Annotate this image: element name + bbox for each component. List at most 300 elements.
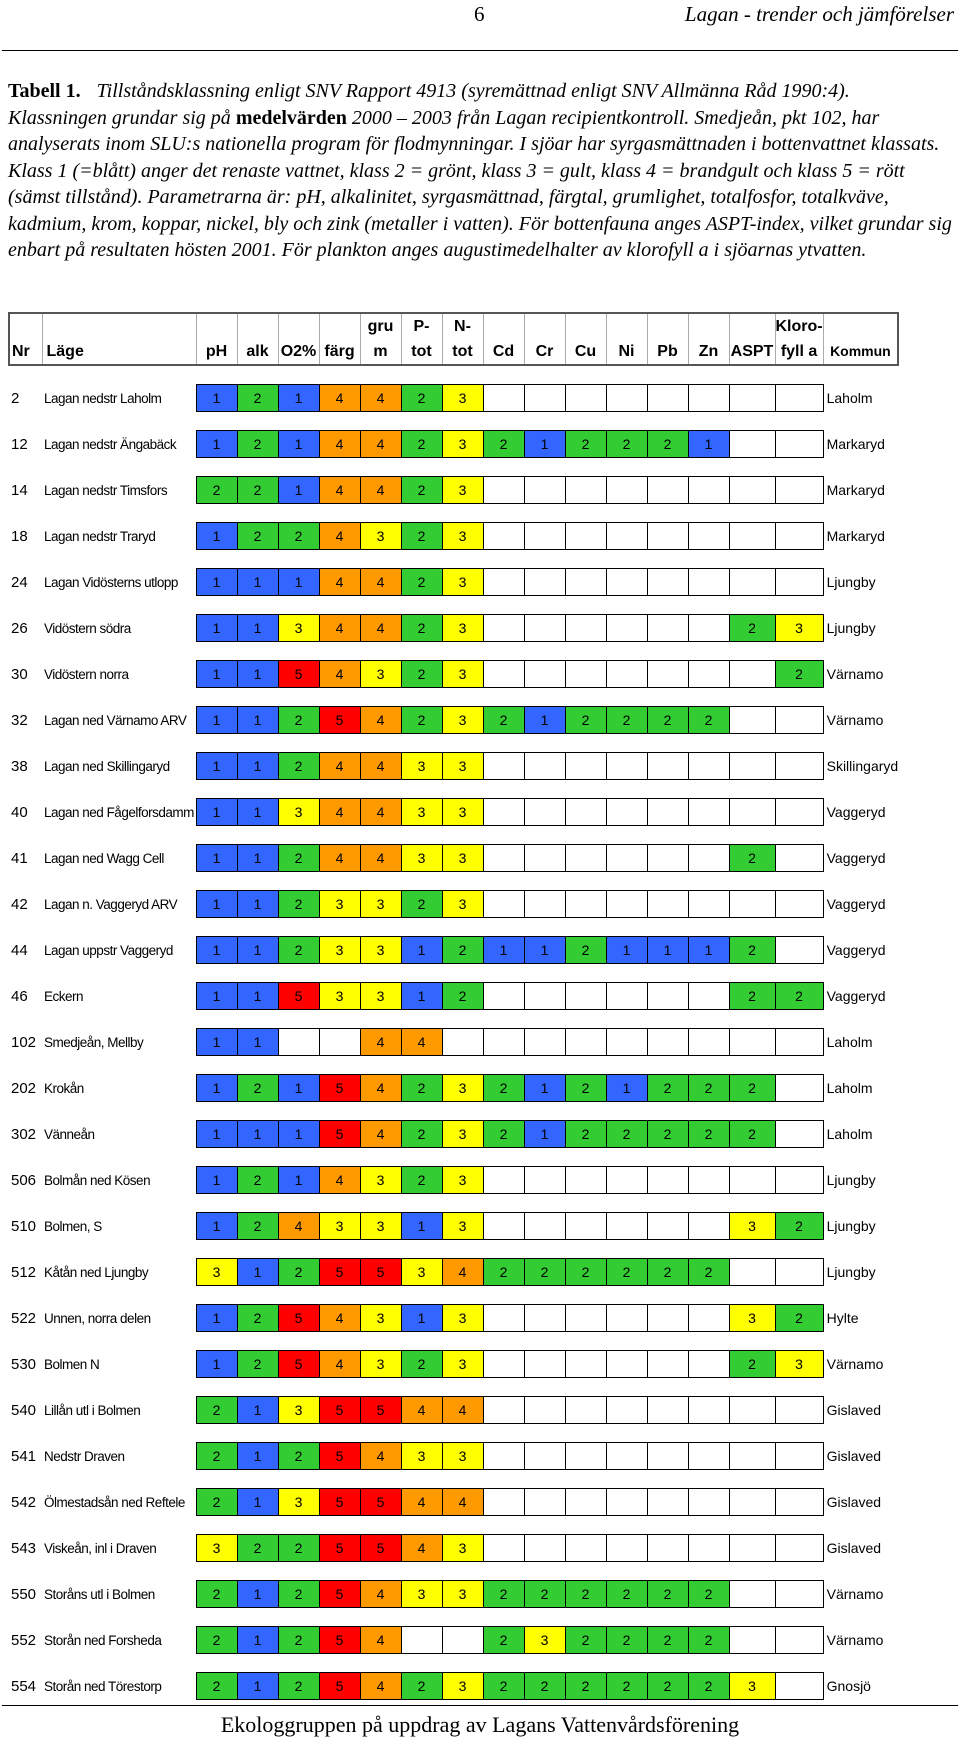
class-cell xyxy=(565,569,606,596)
class-cell: 4 xyxy=(442,1489,483,1516)
column-header: pH xyxy=(196,313,237,365)
class-cell xyxy=(524,983,565,1010)
column-header: gru m xyxy=(360,313,401,365)
station-number: 506 xyxy=(11,1171,37,1189)
class-cell: 2 xyxy=(237,1535,278,1562)
class-cell xyxy=(565,477,606,504)
station-location: Lagan n. Vaggeryd ARV xyxy=(44,896,178,912)
class-cell xyxy=(442,1627,483,1654)
table-row xyxy=(9,891,898,918)
class-cell xyxy=(775,385,823,412)
table-row xyxy=(9,1075,898,1102)
station-location: Storåns utl i Bolmen xyxy=(44,1586,155,1602)
class-cell xyxy=(278,1029,319,1056)
class-cell: 5 xyxy=(319,1397,360,1424)
municipality: Ljungby xyxy=(826,620,876,636)
station-number: 530 xyxy=(11,1355,37,1373)
column-header: Läge xyxy=(42,313,196,365)
class-cell: 4 xyxy=(360,1121,401,1148)
station-location: Lillån utl i Bolmen xyxy=(44,1402,141,1418)
class-cell: 3 xyxy=(278,1397,319,1424)
class-cell xyxy=(729,1397,775,1424)
class-cell: 1 xyxy=(196,1121,237,1148)
table-header-row xyxy=(9,313,898,365)
station-number: 522 xyxy=(11,1309,37,1327)
class-cell xyxy=(647,753,688,780)
municipality: Laholm xyxy=(826,1034,873,1050)
class-cell: 2 xyxy=(729,983,775,1010)
municipality: Gnosjö xyxy=(826,1678,871,1694)
class-cell xyxy=(729,477,775,504)
class-cell: 4 xyxy=(319,1305,360,1332)
class-cell xyxy=(647,523,688,550)
class-cell xyxy=(483,891,524,918)
class-cell xyxy=(606,753,647,780)
class-cell xyxy=(524,385,565,412)
class-cell: 3 xyxy=(442,569,483,596)
table-row xyxy=(9,845,898,872)
class-cell xyxy=(483,1029,524,1056)
class-cell: 4 xyxy=(360,799,401,826)
class-cell xyxy=(565,1167,606,1194)
class-cell: 2 xyxy=(237,1305,278,1332)
station-number: 12 xyxy=(11,435,28,453)
class-cell xyxy=(524,799,565,826)
class-cell: 3 xyxy=(401,799,442,826)
municipality: Vaggeryd xyxy=(826,988,886,1004)
municipality: Gislaved xyxy=(826,1540,882,1556)
class-cell xyxy=(524,1351,565,1378)
table-row xyxy=(9,799,898,826)
class-cell: 2 xyxy=(401,1673,442,1700)
class-cell: 2 xyxy=(565,1121,606,1148)
class-cell: 4 xyxy=(360,1627,401,1654)
class-cell: 2 xyxy=(401,1351,442,1378)
class-cell xyxy=(775,1627,823,1654)
class-cell: 4 xyxy=(442,1259,483,1286)
class-cell xyxy=(729,569,775,596)
class-cell: 4 xyxy=(442,1397,483,1424)
class-cell: 2 xyxy=(401,707,442,734)
class-cell xyxy=(729,661,775,688)
station-number: 512 xyxy=(11,1263,37,1281)
class-cell: 2 xyxy=(483,707,524,734)
class-cell: 3 xyxy=(729,1213,775,1240)
class-cell xyxy=(647,983,688,1010)
class-cell xyxy=(524,1213,565,1240)
table-row xyxy=(9,661,898,688)
class-cell xyxy=(688,1167,729,1194)
column-header: Ni xyxy=(606,313,647,365)
class-cell: 2 xyxy=(524,1259,565,1286)
station-location: Viskeån, inl i Draven xyxy=(44,1540,157,1556)
class-cell: 2 xyxy=(401,431,442,458)
page-header xyxy=(0,0,960,32)
municipality: Värnamo xyxy=(826,1632,884,1648)
class-cell: 1 xyxy=(278,385,319,412)
station-location: Lagan ned Värnamo ARV xyxy=(44,712,187,728)
class-cell: 5 xyxy=(278,661,319,688)
class-cell: 1 xyxy=(237,661,278,688)
class-cell xyxy=(483,799,524,826)
class-cell xyxy=(606,569,647,596)
class-cell: 3 xyxy=(319,1213,360,1240)
class-cell xyxy=(319,1029,360,1056)
class-cell xyxy=(775,845,823,872)
class-cell: 5 xyxy=(319,1673,360,1700)
table-row xyxy=(9,431,898,458)
station-location: Smedjeån, Mellby xyxy=(44,1034,144,1050)
class-cell xyxy=(775,753,823,780)
station-number: 40 xyxy=(11,803,28,821)
class-cell: 2 xyxy=(688,1627,729,1654)
class-cell: 2 xyxy=(524,1581,565,1608)
class-cell: 2 xyxy=(196,1627,237,1654)
class-cell: 1 xyxy=(196,1351,237,1378)
column-header: färg xyxy=(319,313,360,365)
table-row xyxy=(9,1167,898,1194)
class-cell: 5 xyxy=(319,1259,360,1286)
municipality: Värnamo xyxy=(826,1586,884,1602)
class-cell: 3 xyxy=(442,431,483,458)
column-header: ASPT xyxy=(729,313,775,365)
class-cell xyxy=(483,1167,524,1194)
class-cell: 2 xyxy=(688,1121,729,1148)
class-cell: 2 xyxy=(565,1627,606,1654)
class-cell xyxy=(606,891,647,918)
municipality: Vaggeryd xyxy=(826,850,886,866)
class-cell xyxy=(688,1397,729,1424)
class-cell xyxy=(565,753,606,780)
class-cell: 3 xyxy=(442,661,483,688)
municipality: Värnamo xyxy=(826,1356,884,1372)
class-cell: 1 xyxy=(196,1213,237,1240)
class-cell: 1 xyxy=(237,753,278,780)
class-cell xyxy=(688,891,729,918)
class-cell xyxy=(483,1305,524,1332)
caption-text-2: 2000 – 2003 från Lagan recipientkontroll. Smedjeån, pkt 102, har analyserats inom SLU:s nationella program för flodmynningar. I sjöar har syrgasmättnaden i bottenvattnet klassats. Klass 1 (=blått) anger det renaste vattnet, klass 2 = grönt, klass 3 = gult, klass 4 = brandgult och klass 5 = rött (sämst tillstånd). Parametrarna är: pH, alkalinitet, syrgasmättnad, färgtal, grumlighet, totalfosfor, totalkväve, kadmium, krom, koppar, nickel, bly och zink (metaller i vatten). För bottenfauna anges ASPT-index, vilket grundar sig enbart på resultaten hösten 2001. För plankton anges augustimedelhalter av klorofyll a i sjöarnas ytvatten. xyxy=(8,106,952,261)
class-cell: 2 xyxy=(196,1443,237,1470)
class-cell xyxy=(775,569,823,596)
class-cell: 1 xyxy=(196,1029,237,1056)
class-cell: 2 xyxy=(278,937,319,964)
class-cell xyxy=(565,845,606,872)
table-row xyxy=(9,707,898,734)
class-cell: 4 xyxy=(319,753,360,780)
class-cell: 4 xyxy=(360,845,401,872)
class-cell: 1 xyxy=(196,707,237,734)
class-cell: 3 xyxy=(196,1259,237,1286)
table-row xyxy=(9,477,898,504)
class-cell: 5 xyxy=(278,1305,319,1332)
class-cell: 1 xyxy=(278,569,319,596)
class-cell: 1 xyxy=(237,937,278,964)
class-cell: 3 xyxy=(401,753,442,780)
table-row xyxy=(9,615,898,642)
class-cell xyxy=(524,1167,565,1194)
class-cell: 1 xyxy=(278,1121,319,1148)
class-cell xyxy=(483,1535,524,1562)
class-cell xyxy=(729,1259,775,1286)
class-cell: 2 xyxy=(688,1259,729,1286)
class-cell: 1 xyxy=(196,891,237,918)
class-cell: 1 xyxy=(196,431,237,458)
class-cell: 3 xyxy=(360,937,401,964)
class-cell: 1 xyxy=(237,983,278,1010)
class-cell: 2 xyxy=(278,1673,319,1700)
class-cell: 3 xyxy=(360,661,401,688)
class-cell: 2 xyxy=(565,1673,606,1700)
class-cell xyxy=(775,799,823,826)
class-cell: 1 xyxy=(524,707,565,734)
class-cell xyxy=(647,1029,688,1056)
class-cell: 2 xyxy=(565,707,606,734)
class-cell xyxy=(775,937,823,964)
class-cell xyxy=(606,661,647,688)
class-cell xyxy=(647,1443,688,1470)
class-cell: 4 xyxy=(319,1167,360,1194)
table-row xyxy=(9,1029,898,1056)
class-cell: 1 xyxy=(237,569,278,596)
class-cell: 5 xyxy=(319,1075,360,1102)
class-cell xyxy=(775,1397,823,1424)
class-cell: 2 xyxy=(606,1673,647,1700)
classification-table xyxy=(8,312,899,1700)
class-cell: 1 xyxy=(237,1397,278,1424)
class-cell: 3 xyxy=(319,891,360,918)
class-cell xyxy=(647,661,688,688)
class-cell xyxy=(688,1029,729,1056)
class-cell xyxy=(524,1029,565,1056)
class-cell: 3 xyxy=(524,1627,565,1654)
class-cell xyxy=(775,1489,823,1516)
station-number: 550 xyxy=(11,1585,37,1603)
class-cell: 1 xyxy=(606,1075,647,1102)
class-cell: 2 xyxy=(442,983,483,1010)
class-cell: 2 xyxy=(647,1259,688,1286)
class-cell: 3 xyxy=(442,385,483,412)
class-cell xyxy=(647,845,688,872)
class-cell: 2 xyxy=(278,1581,319,1608)
station-location: Lagan ned Fågelforsdamm xyxy=(44,804,194,820)
class-cell xyxy=(483,385,524,412)
class-cell: 3 xyxy=(775,615,823,642)
class-cell: 1 xyxy=(237,1443,278,1470)
class-cell xyxy=(647,1397,688,1424)
class-cell xyxy=(565,615,606,642)
class-cell: 1 xyxy=(237,1489,278,1516)
class-cell: 2 xyxy=(729,1121,775,1148)
class-cell: 1 xyxy=(524,431,565,458)
class-cell: 2 xyxy=(729,1075,775,1102)
class-cell: 3 xyxy=(401,1443,442,1470)
station-location: Lagan Vidösterns utlopp xyxy=(44,574,178,590)
station-number: 41 xyxy=(11,849,28,867)
class-cell xyxy=(606,845,647,872)
station-number: 46 xyxy=(11,987,28,1005)
class-cell xyxy=(606,477,647,504)
station-number: 38 xyxy=(11,757,28,775)
class-cell: 5 xyxy=(360,1535,401,1562)
class-cell: 3 xyxy=(442,1673,483,1700)
class-cell: 3 xyxy=(360,523,401,550)
class-cell xyxy=(775,1029,823,1056)
class-cell xyxy=(729,523,775,550)
class-cell: 2 xyxy=(565,1581,606,1608)
class-cell: 3 xyxy=(360,1167,401,1194)
class-cell: 2 xyxy=(775,661,823,688)
class-cell: 3 xyxy=(442,1213,483,1240)
class-cell: 1 xyxy=(196,937,237,964)
station-number: 202 xyxy=(11,1079,37,1097)
class-cell xyxy=(729,1581,775,1608)
class-cell xyxy=(483,1489,524,1516)
class-cell xyxy=(483,1213,524,1240)
class-cell: 1 xyxy=(196,661,237,688)
table-row xyxy=(9,523,898,550)
class-cell: 4 xyxy=(360,1029,401,1056)
table-row xyxy=(9,1489,898,1516)
municipality: Ljungby xyxy=(826,1172,876,1188)
class-cell xyxy=(483,661,524,688)
class-cell xyxy=(729,1167,775,1194)
municipality: Vaggeryd xyxy=(826,942,886,958)
class-cell xyxy=(483,523,524,550)
class-cell: 1 xyxy=(237,615,278,642)
class-cell: 4 xyxy=(319,661,360,688)
municipality: Hylte xyxy=(826,1310,859,1326)
class-cell: 2 xyxy=(647,431,688,458)
class-cell xyxy=(647,891,688,918)
class-cell xyxy=(688,661,729,688)
class-cell: 2 xyxy=(483,1259,524,1286)
column-header: Cu xyxy=(565,313,606,365)
class-cell: 2 xyxy=(729,1351,775,1378)
class-cell: 3 xyxy=(360,891,401,918)
class-cell xyxy=(647,569,688,596)
class-cell: 2 xyxy=(483,1075,524,1102)
class-cell: 3 xyxy=(360,1305,401,1332)
class-cell: 1 xyxy=(196,385,237,412)
class-cell: 4 xyxy=(278,1213,319,1240)
class-cell xyxy=(775,1259,823,1286)
class-cell xyxy=(606,523,647,550)
class-cell: 1 xyxy=(401,983,442,1010)
class-cell: 4 xyxy=(360,385,401,412)
class-cell xyxy=(606,615,647,642)
station-number: 542 xyxy=(11,1493,37,1511)
class-cell xyxy=(647,477,688,504)
class-cell: 1 xyxy=(688,431,729,458)
class-cell: 2 xyxy=(196,1673,237,1700)
class-cell: 1 xyxy=(237,1029,278,1056)
class-cell: 4 xyxy=(401,1397,442,1424)
class-cell: 2 xyxy=(606,707,647,734)
station-location: Vidöstern södra xyxy=(44,620,131,636)
class-cell: 4 xyxy=(360,1581,401,1608)
class-cell: 5 xyxy=(319,1489,360,1516)
class-cell: 1 xyxy=(237,1259,278,1286)
class-cell xyxy=(775,1535,823,1562)
station-location: Bolmen, S xyxy=(44,1218,102,1234)
class-cell: 3 xyxy=(442,1121,483,1148)
class-cell xyxy=(524,569,565,596)
class-cell: 3 xyxy=(442,799,483,826)
class-cell: 2 xyxy=(278,707,319,734)
class-cell xyxy=(647,799,688,826)
class-cell: 4 xyxy=(360,1075,401,1102)
class-cell xyxy=(647,385,688,412)
class-cell: 1 xyxy=(524,1121,565,1148)
class-cell: 3 xyxy=(401,1581,442,1608)
table-row xyxy=(9,385,898,412)
class-cell xyxy=(729,1029,775,1056)
class-cell xyxy=(647,1213,688,1240)
table-row xyxy=(9,937,898,964)
class-cell: 2 xyxy=(401,661,442,688)
page-number: 6 xyxy=(474,2,485,26)
class-cell xyxy=(524,1535,565,1562)
running-title: Lagan - trender och jämförelser xyxy=(684,2,954,26)
station-location: Nedstr Draven xyxy=(44,1448,125,1464)
class-cell xyxy=(483,477,524,504)
class-cell xyxy=(524,1443,565,1470)
table-row xyxy=(9,1305,898,1332)
column-header: Kloro- fyll a xyxy=(775,313,823,365)
class-cell: 2 xyxy=(606,1259,647,1286)
class-cell: 2 xyxy=(606,1627,647,1654)
class-cell xyxy=(606,1213,647,1240)
class-cell: 1 xyxy=(237,1121,278,1148)
class-cell xyxy=(729,891,775,918)
table-row xyxy=(9,1581,898,1608)
header-rule xyxy=(2,50,958,51)
class-cell xyxy=(524,845,565,872)
class-cell xyxy=(647,1305,688,1332)
class-cell xyxy=(524,1305,565,1332)
station-number: 541 xyxy=(11,1447,37,1465)
class-cell: 1 xyxy=(196,1167,237,1194)
class-cell: 4 xyxy=(360,1673,401,1700)
column-header: alk xyxy=(237,313,278,365)
class-cell: 2 xyxy=(729,615,775,642)
class-cell: 2 xyxy=(278,845,319,872)
class-cell xyxy=(775,1075,823,1102)
class-cell: 3 xyxy=(442,1351,483,1378)
class-cell xyxy=(775,1581,823,1608)
class-cell: 1 xyxy=(196,1305,237,1332)
class-cell: 2 xyxy=(565,1259,606,1286)
class-cell: 2 xyxy=(775,1213,823,1240)
class-cell xyxy=(729,753,775,780)
class-cell: 4 xyxy=(360,1443,401,1470)
class-cell: 1 xyxy=(688,937,729,964)
class-cell: 4 xyxy=(319,569,360,596)
class-cell xyxy=(565,983,606,1010)
class-cell: 5 xyxy=(360,1397,401,1424)
station-number: 543 xyxy=(11,1539,37,1557)
table-row xyxy=(9,1443,898,1470)
class-cell xyxy=(775,1167,823,1194)
class-cell: 2 xyxy=(401,1167,442,1194)
class-cell xyxy=(565,523,606,550)
station-location: Lagan ned Wagg Cell xyxy=(44,850,164,866)
class-cell: 2 xyxy=(278,1443,319,1470)
class-cell: 3 xyxy=(442,477,483,504)
class-cell: 5 xyxy=(319,1443,360,1470)
station-location: Lagan uppstr Vaggeryd xyxy=(44,942,173,958)
column-header: Nr xyxy=(9,313,42,365)
